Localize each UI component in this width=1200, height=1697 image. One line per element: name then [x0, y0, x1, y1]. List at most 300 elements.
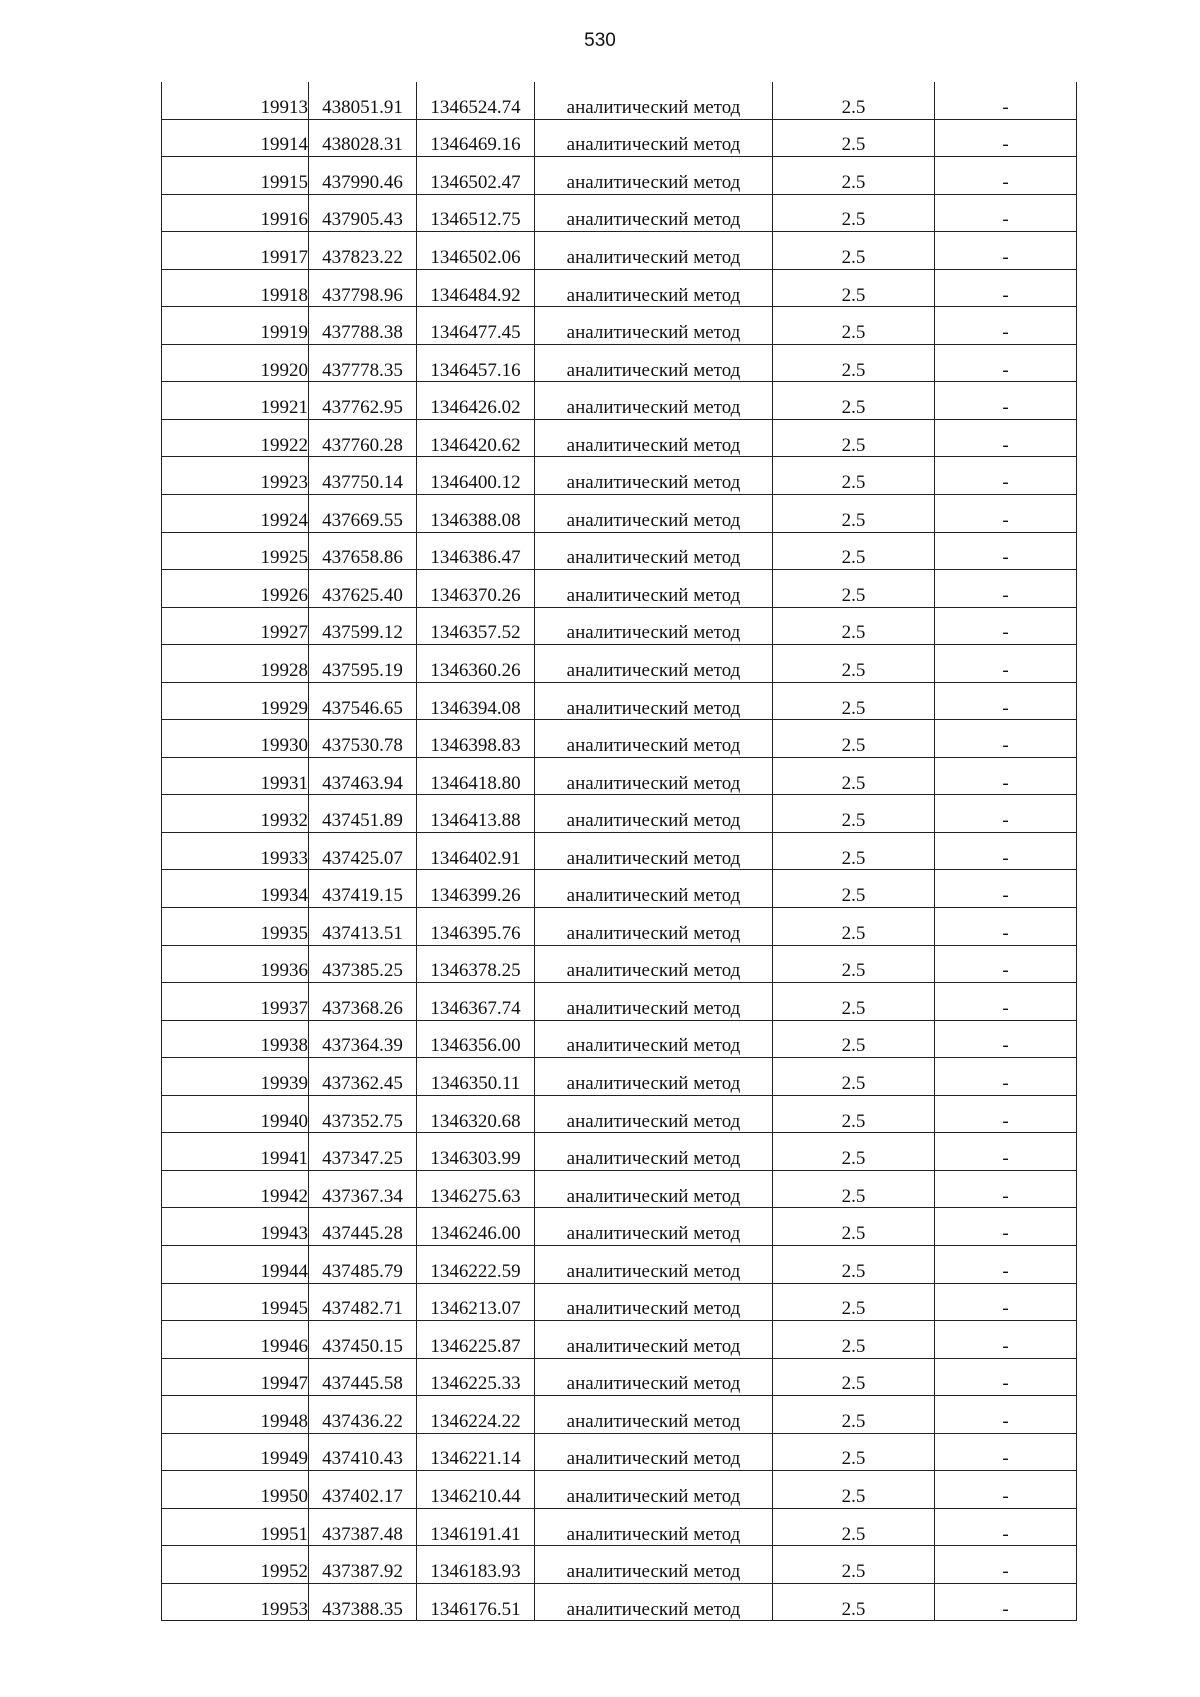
x-coordinate-cell [309, 1546, 417, 1584]
point-number-cell-text: 19919 [260, 322, 308, 344]
method-cell [535, 232, 773, 270]
note-cell-text: - [1002, 1410, 1009, 1432]
x-coordinate-cell [309, 1020, 417, 1058]
accuracy-cell-text: 2.5 [841, 1072, 866, 1094]
note-cell [935, 344, 1077, 382]
x-coordinate-cell-text: 437419.15 [322, 885, 403, 907]
y-coordinate-cell [417, 1133, 535, 1171]
accuracy-cell [773, 1245, 935, 1283]
accuracy-cell-text: 2.5 [841, 922, 866, 944]
accuracy-cell-text: 2.5 [841, 509, 866, 531]
y-coordinate-cell-text: 1346222.59 [430, 1260, 521, 1282]
accuracy-cell-text: 2.5 [841, 246, 866, 268]
table-row [162, 194, 1077, 232]
y-coordinate-cell-text: 1346484.92 [430, 284, 521, 306]
y-coordinate-cell [417, 1358, 535, 1396]
note-cell [935, 1020, 1077, 1058]
note-cell [935, 495, 1077, 533]
method-cell-text: аналитический метод [566, 997, 741, 1019]
point-number-cell-text: 19946 [260, 1335, 308, 1357]
point-number-cell-text: 19938 [260, 1035, 308, 1057]
x-coordinate-cell-text: 437367.34 [322, 1185, 403, 1207]
accuracy-cell-text: 2.5 [841, 397, 866, 419]
accuracy-cell-text: 2.5 [841, 847, 866, 869]
y-coordinate-cell [417, 119, 535, 157]
y-coordinate-cell-text: 1346398.83 [430, 735, 521, 757]
point-number-cell [162, 1546, 309, 1584]
point-number-cell-text: 19930 [260, 735, 308, 757]
point-number-cell-text: 19947 [260, 1373, 308, 1395]
note-cell [935, 269, 1077, 307]
x-coordinate-cell-text: 438028.31 [322, 134, 403, 156]
x-coordinate-cell-text: 437599.12 [322, 622, 403, 644]
point-number-cell-text: 19915 [260, 171, 308, 193]
note-cell-text: - [1002, 735, 1009, 757]
x-coordinate-cell-text: 437413.51 [322, 922, 403, 944]
x-coordinate-cell-text: 437990.46 [322, 171, 403, 193]
point-number-cell [162, 1433, 309, 1471]
point-number-cell [162, 269, 309, 307]
accuracy-cell [773, 1471, 935, 1509]
x-coordinate-cell-text: 437482.71 [322, 1298, 403, 1320]
table-row [162, 570, 1077, 608]
accuracy-cell [773, 232, 935, 270]
x-coordinate-cell [309, 457, 417, 495]
note-cell-text: - [1002, 209, 1009, 231]
method-cell-text: аналитический метод [566, 1072, 741, 1094]
x-coordinate-cell-text: 437463.94 [322, 772, 403, 794]
point-number-cell [162, 1170, 309, 1208]
x-coordinate-cell-text: 437352.75 [322, 1110, 403, 1132]
note-cell-text: - [1002, 134, 1009, 156]
note-cell-text: - [1002, 1298, 1009, 1320]
method-cell [535, 1583, 773, 1621]
note-cell [935, 870, 1077, 908]
method-cell-text: аналитический метод [566, 1523, 741, 1545]
x-coordinate-cell [309, 795, 417, 833]
table-row [162, 82, 1077, 119]
y-coordinate-cell [417, 870, 535, 908]
point-number-cell-text: 19916 [260, 209, 308, 231]
accuracy-cell [773, 1546, 935, 1584]
accuracy-cell [773, 607, 935, 645]
table-row [162, 908, 1077, 946]
point-number-cell-text: 19929 [260, 697, 308, 719]
y-coordinate-cell [417, 1471, 535, 1509]
accuracy-cell [773, 870, 935, 908]
x-coordinate-cell-text: 437445.58 [322, 1373, 403, 1395]
x-coordinate-cell-text: 437436.22 [322, 1410, 403, 1432]
note-cell [935, 1170, 1077, 1208]
point-number-cell-text: 19939 [260, 1072, 308, 1094]
method-cell-text: аналитический метод [566, 134, 741, 156]
y-coordinate-cell-text: 1346350.11 [430, 1072, 521, 1094]
note-cell-text: - [1002, 622, 1009, 644]
x-coordinate-cell-text: 437658.86 [322, 547, 403, 569]
y-coordinate-cell-text: 1346512.75 [430, 209, 521, 231]
accuracy-cell [773, 757, 935, 795]
table-row [162, 1095, 1077, 1133]
y-coordinate-cell-text: 1346469.16 [430, 134, 521, 156]
y-coordinate-cell-text: 1346357.52 [430, 622, 521, 644]
point-number-cell-text: 19941 [260, 1148, 308, 1170]
point-number-cell [162, 757, 309, 795]
point-number-cell-text: 19927 [260, 622, 308, 644]
x-coordinate-cell [309, 157, 417, 195]
note-cell-text: - [1002, 810, 1009, 832]
x-coordinate-cell-text: 437451.89 [322, 810, 403, 832]
point-number-cell [162, 682, 309, 720]
table-row [162, 1208, 1077, 1246]
method-cell [535, 1170, 773, 1208]
method-cell-text: аналитический метод [566, 472, 741, 494]
y-coordinate-cell [417, 1321, 535, 1359]
accuracy-cell [773, 1170, 935, 1208]
y-coordinate-cell-text: 1346303.99 [430, 1148, 521, 1170]
accuracy-cell-text: 2.5 [841, 885, 866, 907]
accuracy-cell [773, 157, 935, 195]
method-cell [535, 870, 773, 908]
method-cell-text: аналитический метод [566, 847, 741, 869]
x-coordinate-cell-text: 437750.14 [322, 472, 403, 494]
accuracy-cell-text: 2.5 [841, 134, 866, 156]
table-body [162, 82, 1077, 1621]
method-cell-text: аналитический метод [566, 772, 741, 794]
accuracy-cell [773, 269, 935, 307]
point-number-cell-text: 19926 [260, 584, 308, 606]
note-cell [935, 570, 1077, 608]
x-coordinate-cell-text: 438051.91 [322, 96, 403, 118]
accuracy-cell-text: 2.5 [841, 584, 866, 606]
accuracy-cell-text: 2.5 [841, 1335, 866, 1357]
note-cell [935, 232, 1077, 270]
method-cell [535, 344, 773, 382]
x-coordinate-cell-text: 437485.79 [322, 1260, 403, 1282]
y-coordinate-cell [417, 1546, 535, 1584]
method-cell-text: аналитический метод [566, 1335, 741, 1357]
note-cell [935, 682, 1077, 720]
accuracy-cell [773, 1396, 935, 1434]
accuracy-cell-text: 2.5 [841, 697, 866, 719]
y-coordinate-cell [417, 232, 535, 270]
point-number-cell [162, 344, 309, 382]
note-cell-text: - [1002, 1148, 1009, 1170]
y-coordinate-cell [417, 457, 535, 495]
note-cell-text: - [1002, 1448, 1009, 1470]
point-number-cell [162, 645, 309, 683]
accuracy-cell-text: 2.5 [841, 359, 866, 381]
accuracy-cell [773, 832, 935, 870]
table-row [162, 1020, 1077, 1058]
method-cell [535, 983, 773, 1021]
y-coordinate-cell-text: 1346356.00 [430, 1035, 521, 1057]
y-coordinate-cell-text: 1346502.47 [430, 171, 521, 193]
method-cell-text: аналитический метод [566, 697, 741, 719]
method-cell-text: аналитический метод [566, 735, 741, 757]
y-coordinate-cell [417, 1396, 535, 1434]
x-coordinate-cell-text: 437823.22 [322, 246, 403, 268]
x-coordinate-cell [309, 232, 417, 270]
method-cell [535, 945, 773, 983]
note-cell-text: - [1002, 1598, 1009, 1620]
accuracy-cell-text: 2.5 [841, 1523, 866, 1545]
y-coordinate-cell [417, 832, 535, 870]
table-row [162, 1245, 1077, 1283]
point-number-cell [162, 1283, 309, 1321]
x-coordinate-cell [309, 1321, 417, 1359]
method-cell-text: аналитический метод [566, 1486, 741, 1507]
method-cell [535, 495, 773, 533]
y-coordinate-cell [417, 194, 535, 232]
method-cell [535, 307, 773, 345]
note-cell-text: - [1002, 847, 1009, 869]
point-number-cell [162, 607, 309, 645]
point-number-cell-text: 19917 [260, 246, 308, 268]
accuracy-cell-text: 2.5 [841, 1148, 866, 1170]
note-cell-text: - [1002, 1223, 1009, 1245]
point-number-cell [162, 795, 309, 833]
table-row [162, 157, 1077, 195]
y-coordinate-cell-text: 1346320.68 [430, 1110, 521, 1132]
point-number-cell-text: 19950 [260, 1486, 308, 1507]
point-number-cell [162, 945, 309, 983]
note-cell [935, 532, 1077, 570]
note-cell [935, 307, 1077, 345]
x-coordinate-cell-text: 437410.43 [322, 1448, 403, 1470]
note-cell [935, 82, 1077, 119]
x-coordinate-cell [309, 1396, 417, 1434]
method-cell-text: аналитический метод [566, 1561, 741, 1583]
note-cell-text: - [1002, 1072, 1009, 1094]
method-cell-text: аналитический метод [566, 1410, 741, 1432]
x-coordinate-cell-text: 437760.28 [322, 434, 403, 456]
x-coordinate-cell-text: 437798.96 [322, 284, 403, 306]
point-number-cell [162, 495, 309, 533]
note-cell [935, 795, 1077, 833]
x-coordinate-cell [309, 870, 417, 908]
point-number-cell [162, 1583, 309, 1621]
point-number-cell-text: 19934 [260, 885, 308, 907]
accuracy-cell [773, 307, 935, 345]
table-row [162, 1321, 1077, 1359]
note-cell [935, 1358, 1077, 1396]
note-cell-text: - [1002, 509, 1009, 531]
method-cell [535, 119, 773, 157]
x-coordinate-cell [309, 570, 417, 608]
x-coordinate-cell [309, 1471, 417, 1509]
table-row [162, 1058, 1077, 1096]
note-cell [935, 1133, 1077, 1171]
accuracy-cell [773, 570, 935, 608]
x-coordinate-cell [309, 119, 417, 157]
x-coordinate-cell [309, 1508, 417, 1546]
note-cell-text: - [1002, 284, 1009, 306]
x-coordinate-cell [309, 720, 417, 758]
method-cell-text: аналитический метод [566, 885, 741, 907]
method-cell [535, 757, 773, 795]
note-cell [935, 1396, 1077, 1434]
method-cell [535, 1471, 773, 1509]
accuracy-cell [773, 119, 935, 157]
coordinates-table [161, 82, 1077, 1621]
note-cell-text: - [1002, 359, 1009, 381]
table-row [162, 344, 1077, 382]
note-cell-text: - [1002, 659, 1009, 681]
y-coordinate-cell-text: 1346183.93 [430, 1561, 521, 1583]
x-coordinate-cell-text: 437595.19 [322, 659, 403, 681]
point-number-cell [162, 870, 309, 908]
point-number-cell [162, 1133, 309, 1171]
point-number-cell-text: 19914 [260, 134, 308, 156]
x-coordinate-cell [309, 1583, 417, 1621]
point-number-cell [162, 720, 309, 758]
y-coordinate-cell [417, 307, 535, 345]
method-cell-text: аналитический метод [566, 246, 741, 268]
note-cell-text: - [1002, 96, 1009, 118]
x-coordinate-cell [309, 645, 417, 683]
accuracy-cell-text: 2.5 [841, 209, 866, 231]
method-cell [535, 157, 773, 195]
method-cell [535, 1546, 773, 1584]
x-coordinate-cell-text: 437425.07 [322, 847, 403, 869]
method-cell-text: аналитический метод [566, 509, 741, 531]
y-coordinate-cell [417, 1433, 535, 1471]
x-coordinate-cell-text: 437364.39 [322, 1035, 403, 1057]
note-cell-text: - [1002, 1561, 1009, 1583]
method-cell-text: аналитический метод [566, 434, 741, 456]
note-cell [935, 1508, 1077, 1546]
y-coordinate-cell [417, 983, 535, 1021]
point-number-cell-text: 19944 [260, 1260, 308, 1282]
point-number-cell [162, 157, 309, 195]
point-number-cell-text: 19923 [260, 472, 308, 494]
method-cell [535, 1433, 773, 1471]
accuracy-cell-text: 2.5 [841, 1448, 866, 1470]
method-cell-text: аналитический метод [566, 96, 741, 118]
x-coordinate-cell-text: 437362.45 [322, 1072, 403, 1094]
x-coordinate-cell-text: 437387.48 [322, 1523, 403, 1545]
point-number-cell [162, 1396, 309, 1434]
accuracy-cell-text: 2.5 [841, 772, 866, 794]
y-coordinate-cell-text: 1346213.07 [430, 1298, 521, 1320]
point-number-cell-text: 19942 [260, 1185, 308, 1207]
note-cell-text: - [1002, 997, 1009, 1019]
note-cell [935, 607, 1077, 645]
method-cell [535, 82, 773, 119]
x-coordinate-cell [309, 532, 417, 570]
y-coordinate-cell-text: 1346502.06 [430, 246, 521, 268]
point-number-cell [162, 232, 309, 270]
point-number-cell-text: 19928 [260, 659, 308, 681]
method-cell [535, 607, 773, 645]
x-coordinate-cell [309, 419, 417, 457]
table-row [162, 645, 1077, 683]
method-cell [535, 532, 773, 570]
note-cell-text: - [1002, 922, 1009, 944]
table-row [162, 269, 1077, 307]
point-number-cell-text: 19937 [260, 997, 308, 1019]
method-cell [535, 1283, 773, 1321]
table-row [162, 1433, 1077, 1471]
method-cell [535, 1508, 773, 1546]
accuracy-cell-text: 2.5 [841, 1298, 866, 1320]
note-cell-text: - [1002, 171, 1009, 193]
y-coordinate-cell-text: 1346457.16 [430, 359, 521, 381]
y-coordinate-cell [417, 1020, 535, 1058]
method-cell [535, 382, 773, 420]
y-coordinate-cell-text: 1346367.74 [430, 997, 521, 1019]
method-cell-text: аналитический метод [566, 1448, 741, 1470]
x-coordinate-cell-text: 437546.65 [322, 697, 403, 719]
method-cell [535, 1095, 773, 1133]
accuracy-cell [773, 382, 935, 420]
y-coordinate-cell [417, 1095, 535, 1133]
accuracy-cell-text: 2.5 [841, 1561, 866, 1583]
point-number-cell-text: 19935 [260, 922, 308, 944]
y-coordinate-cell-text: 1346224.22 [430, 1410, 521, 1432]
note-cell [935, 983, 1077, 1021]
note-cell [935, 1208, 1077, 1246]
point-number-cell-text: 19921 [260, 397, 308, 419]
point-number-cell [162, 1508, 309, 1546]
method-cell [535, 1245, 773, 1283]
point-number-cell-text: 19933 [260, 847, 308, 869]
note-cell [935, 1283, 1077, 1321]
accuracy-cell-text: 2.5 [841, 284, 866, 306]
note-cell-text: - [1002, 960, 1009, 982]
note-cell-text: - [1002, 397, 1009, 419]
note-cell-text: - [1002, 472, 1009, 494]
method-cell-text: аналитический метод [566, 547, 741, 569]
y-coordinate-cell-text: 1346399.26 [430, 885, 521, 907]
table-row [162, 832, 1077, 870]
x-coordinate-cell-text: 437530.78 [322, 735, 403, 757]
accuracy-cell-text: 2.5 [841, 1260, 866, 1282]
accuracy-cell [773, 1283, 935, 1321]
point-number-cell-text: 19949 [260, 1448, 308, 1470]
point-number-cell [162, 1020, 309, 1058]
method-cell-text: аналитический метод [566, 1110, 741, 1132]
note-cell [935, 119, 1077, 157]
table-row [162, 232, 1077, 270]
method-cell [535, 720, 773, 758]
method-cell [535, 194, 773, 232]
method-cell [535, 1020, 773, 1058]
point-number-cell [162, 1095, 309, 1133]
method-cell [535, 457, 773, 495]
accuracy-cell [773, 1321, 935, 1359]
accuracy-cell-text: 2.5 [841, 1598, 866, 1620]
x-coordinate-cell [309, 1208, 417, 1246]
point-number-cell-text: 19931 [260, 772, 308, 794]
table-row [162, 1471, 1077, 1509]
y-coordinate-cell-text: 1346275.63 [430, 1185, 521, 1207]
note-cell [935, 457, 1077, 495]
table-row [162, 795, 1077, 833]
accuracy-cell [773, 1583, 935, 1621]
point-number-cell-text: 19913 [260, 96, 308, 118]
method-cell-text: аналитический метод [566, 1598, 741, 1620]
table-row [162, 983, 1077, 1021]
accuracy-cell-text: 2.5 [841, 659, 866, 681]
accuracy-cell-text: 2.5 [841, 735, 866, 757]
accuracy-cell-text: 2.5 [841, 171, 866, 193]
point-number-cell-text: 19920 [260, 359, 308, 381]
table-row [162, 757, 1077, 795]
x-coordinate-cell [309, 82, 417, 119]
method-cell-text: аналитический метод [566, 171, 741, 193]
accuracy-cell [773, 1133, 935, 1171]
